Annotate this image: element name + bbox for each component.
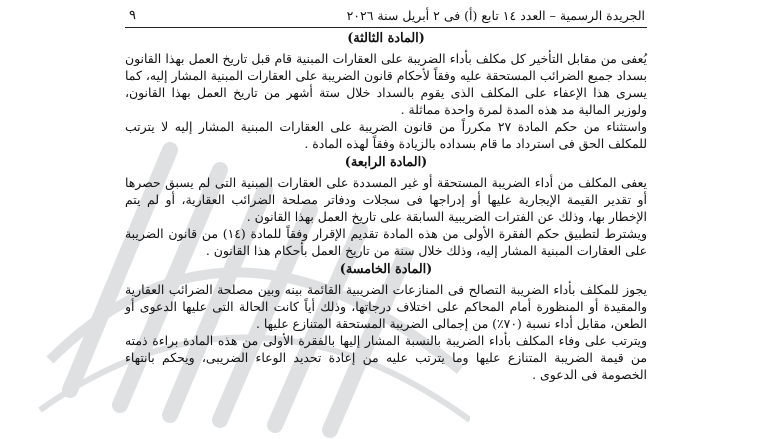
article-3-paragraph-2: واستثناء من حكم المادة ٢٧ مكرراً من قانون الضريبة على العقارات المبنية المشار إليه لا يترتب للمكلف الحق فى استرداد ما قام بسداده بالزيادة وفقاً لهذه المادة . [125,119,647,151]
article-4-paragraph-2: ويشترط لتطبيق حكم الفقرة الأولى من هذه المادة تقديم الإقرار وفقاً للمادة (١٤) من قانون الضريبة على العقارات المبنية المشار إليه، وذلك خلال سنة من تاريخ العمل بأحكام هذا القانون . [125,226,648,258]
page-number: ٩ [129,7,136,23]
article-5-heading: (المادة الخامسة) [339,262,433,277]
article-4 [125,153,647,259]
article-5-paragraph-1: يجوز للمكلف بأداء الضريبة التصالح فى المنازعات الضريبية القائمة بينه وبين مصلحة الضرائب العقارية والمقيدة أو المنظورة أمام المحاكم على اختلاف درجاتها، وذلك أياً كانت الحالة التى عليها الدعوى أو الطعن، مقابل أداء نسبة (٧٠٪) من إجمالى الضريبة المستحقة المتنازع عليها . [125,282,647,331]
article-5-paragraph-2: ويترتب على وفاء المكلف بأداء الضريبة بالنسبة المشار إليها بالفقرة الأولى من هذه المادة براءة ذمته من قيمة الضريبة المتنازع عليها وما يترتب عليه من إعادة تحديد الوعاء الضريبى، ويحكم بانتهاء الخصومة فى الدعوى . [125,333,647,382]
page-header [125,3,647,28]
article-3 [125,29,647,152]
gazette-issue-title: الجريدة الرسمية – العدد ١٤ تابع (أ) فى ٢ أبريل سنة ٢٠٢٦ [346,7,645,23]
gazette-body [125,28,647,383]
article-3-paragraph-1: يُعفى من مقابل التأخير كل مكلف بأداء الضريبة على العقارات المبنية قام قبل تاريخ العمل بهذا القانون بسداد جميع الضرائب المستحقة عليه وفقاً لأحكام قانون الضريبة على العقارات المبنية المشار إليه، كما يسرى هذا الإعفاء على المكلف الذى يقوم بالسداد خلال ستة أشهر من تاريخ العمل بهذا القانون، ولوزير المالية مد هذه المدة لمرة واحدة مماثلة . [125,51,647,117]
article-4-paragraph-1: يعفى المكلف من أداء الضريبة المستحقة أو غير المسددة على العقارات المبنية التى لم يسبق حصرها أو تقدير القيمة الإيجارية عليها أو إدراجها فى سجلات ودفاتر مصلحة الضرائب العقارية، أو لم يتم الإخطار بها، وذلك عن الفترات الضريبية السابقة على تاريخ العمل بهذا القانون . [125,175,647,224]
article-3-heading: (المادة الثالثة) [347,31,425,46]
article-5 [125,260,647,383]
article-4-heading: (المادة الرابعة) [344,155,428,170]
